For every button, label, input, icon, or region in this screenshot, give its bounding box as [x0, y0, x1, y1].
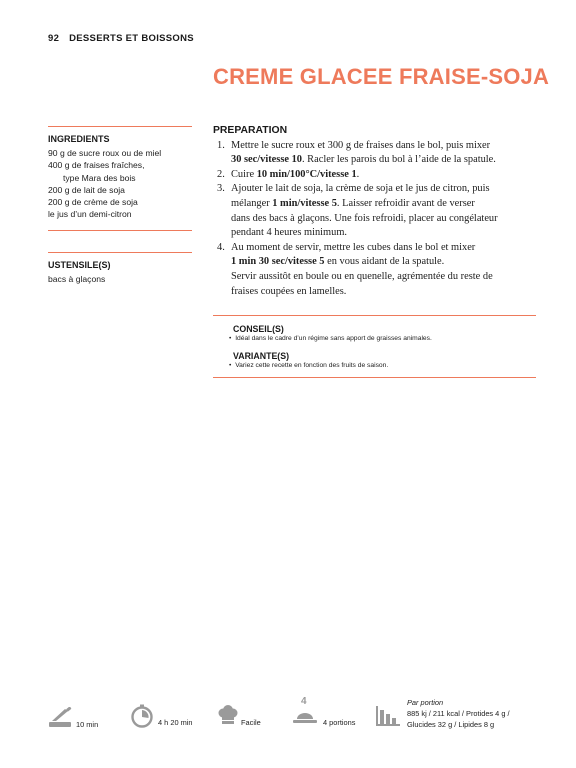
step-setting: 30 sec/vitesse 10 [231, 154, 302, 166]
variante-item [229, 362, 536, 369]
bullet: • [229, 335, 232, 342]
step-line [231, 241, 536, 256]
ingredients-block [48, 126, 192, 231]
ingredient-line: 90 g de sucre roux ou de miel [48, 148, 162, 159]
variante-text: Variez cette recette en fonction des fruits de saison. [235, 362, 389, 369]
ingredient-line: 200 g de lait de soja [48, 184, 125, 195]
preparation-heading: PREPARATION [213, 125, 288, 136]
page-number: 92 [48, 33, 60, 44]
divider [48, 126, 192, 127]
section-title: DESSERTS ET BOISSONS [69, 33, 194, 44]
portions-text: 4 portions [323, 717, 356, 727]
prep-time-item [48, 706, 98, 729]
knife-board-icon [48, 707, 74, 729]
preparation-step [213, 182, 536, 240]
portions-icon-number: 4 [301, 696, 307, 707]
ingredients-heading: INGREDIENTS [48, 134, 110, 144]
step-line [231, 255, 536, 270]
step-line [231, 212, 536, 227]
step-text: mélanger [231, 197, 273, 209]
bar-chart-icon [376, 706, 400, 726]
step-text: dans des bacs à glaçons. Une fois refroidi, placer au congélateur [231, 212, 498, 224]
ingredient-line: type Mara des bois [63, 172, 136, 183]
step-text: Au moment de servir, mettre les cubes dans le bol et mixer [231, 241, 476, 253]
step-text: fraises coupées en lamelles. [231, 285, 347, 297]
step-line [231, 139, 536, 154]
preparation-step [213, 139, 536, 168]
difficulty-text: Facile [241, 717, 261, 727]
bullet: • [229, 362, 232, 369]
ingredient-line: 400 g de fraises fraîches, [48, 160, 145, 171]
utensils-heading: USTENSILE(S) [48, 260, 111, 270]
ingredient-line: 200 g de crème de soja [48, 197, 138, 208]
step-setting: 1 min/vitesse 5 [272, 197, 337, 209]
recipe-footer [0, 694, 576, 734]
step-line [231, 285, 536, 300]
step-text: pendant 4 heures minimum. [231, 227, 348, 239]
preparation-step [213, 168, 536, 183]
variante-heading: VARIANTE(S) [233, 351, 290, 361]
step-number: 1. [217, 139, 225, 151]
utensils-block [48, 252, 192, 285]
per-portion-label: Par portion [407, 698, 444, 707]
step-text: Mettre le sucre roux et 300 g de fraises dans le bol, puis mixer [231, 139, 491, 151]
prep-time-text: 10 min [76, 720, 99, 729]
plate-icon [290, 697, 320, 727]
total-time-item [130, 704, 193, 728]
divider [48, 252, 192, 253]
tips-box [213, 315, 536, 378]
conseil-heading: CONSEIL(S) [233, 324, 284, 334]
step-line [231, 270, 536, 285]
nutrition-info [407, 697, 510, 730]
step-text: Servir aussitôt en boule ou en quenelle, agrémentée du reste de [231, 270, 493, 282]
step-line [231, 197, 536, 212]
step-text: . Laisser refroidir avant de verser [336, 197, 475, 209]
timer-icon [130, 704, 154, 728]
step-number: 4. [217, 241, 225, 253]
step-number: 2. [217, 168, 225, 180]
step-line [231, 182, 536, 197]
recipe-title: CREME GLACEE FRAISE-SOJA [213, 64, 550, 89]
preparation-step [213, 241, 536, 299]
nutrition-icon-item [376, 706, 400, 726]
chef-hat-icon [218, 705, 238, 727]
utensil-line: bacs à glaçons [48, 274, 106, 285]
preparation-block [213, 124, 536, 299]
step-line [231, 226, 536, 241]
nutrition-line-2: Glucides 32 g / Lipides 8 g [407, 720, 495, 729]
conseil-item [229, 335, 536, 342]
step-line [231, 153, 536, 168]
step-line [231, 168, 536, 183]
total-time-text: 4 h 20 min [158, 717, 193, 727]
step-text: Ajouter le lait de soja, la crème de soja et le jus de citron, puis [231, 183, 490, 195]
step-text: . [356, 168, 360, 180]
ingredient-line: le jus d’un demi-citron [48, 209, 132, 220]
step-text: Cuire [231, 168, 257, 180]
portions-item [290, 697, 355, 727]
step-number: 3. [217, 183, 225, 195]
page-header [48, 33, 194, 44]
difficulty-item [218, 705, 261, 727]
step-text: en vous aidant de la spatule. [324, 256, 445, 268]
conseil-text: Idéal dans le cadre d’un régime sans apport de graisses animales. [235, 335, 432, 342]
step-setting: 10 min/100°C/vitesse 1 [256, 168, 357, 180]
divider [48, 230, 192, 231]
nutrition-line-1: 885 kj / 211 kcal / Protides 4 g / [407, 709, 510, 718]
step-text: . Racler les parois du bol à l’aide de la spatule. [301, 154, 496, 166]
step-setting: 1 min 30 sec/vitesse 5 [231, 256, 325, 268]
preparation-steps [213, 139, 536, 300]
